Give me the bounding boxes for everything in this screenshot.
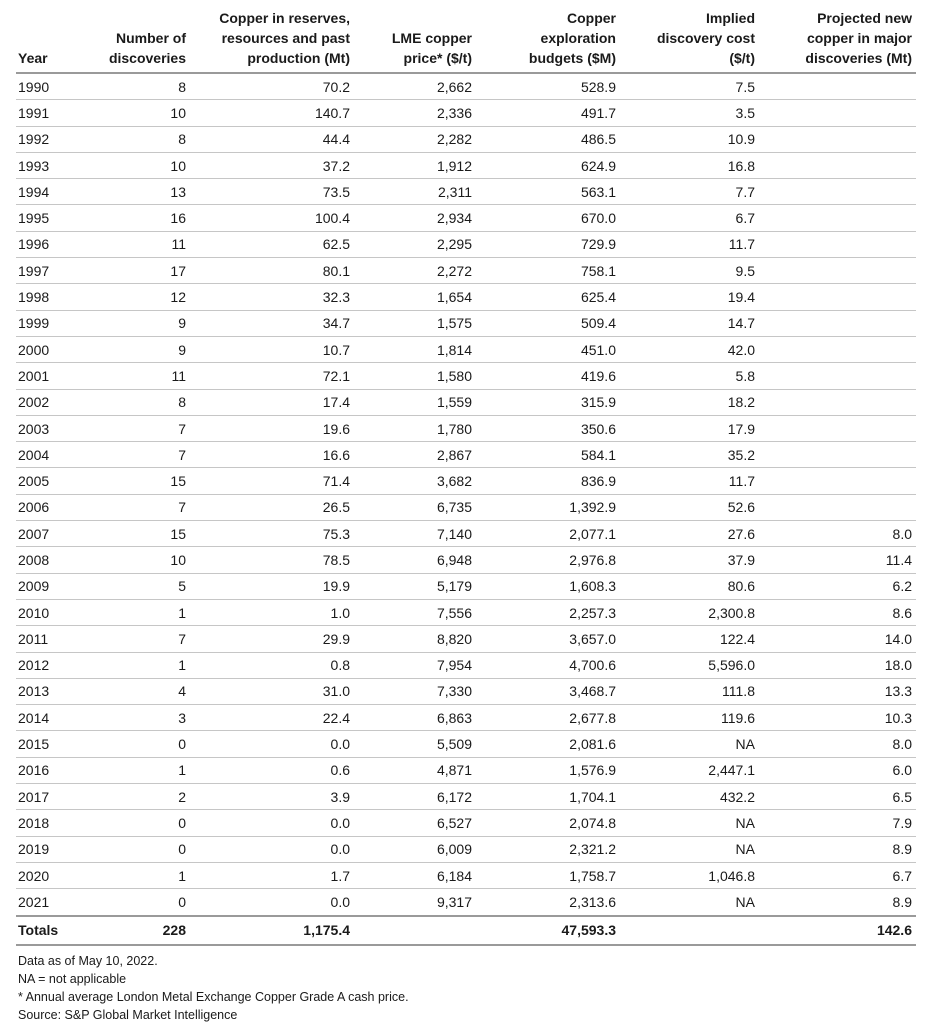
cell-discovery-cost: 52.6	[620, 494, 759, 520]
cell-discoveries: 11	[92, 363, 190, 389]
cell-lme-price: 7,330	[354, 678, 476, 704]
cell-copper: 19.6	[190, 415, 354, 441]
cell-year: 2006	[16, 494, 92, 520]
cell-projected	[759, 205, 916, 231]
cell-lme-price: 2,934	[354, 205, 476, 231]
cell-budgets: 3,657.0	[476, 626, 620, 652]
header-year: Year	[16, 8, 92, 73]
header-number-of-discoveries: Number of discoveries	[92, 8, 190, 73]
cell-discovery-cost: 1,046.8	[620, 862, 759, 888]
cell-copper: 10.7	[190, 336, 354, 362]
cell-projected	[759, 231, 916, 257]
cell-discovery-cost: 6.7	[620, 205, 759, 231]
cell-copper: 34.7	[190, 310, 354, 336]
cell-discoveries: 10	[92, 547, 190, 573]
table-row	[16, 231, 916, 257]
cell-budgets: 451.0	[476, 336, 620, 362]
cell-copper: 29.9	[190, 626, 354, 652]
cell-discovery-cost: 18.2	[620, 389, 759, 415]
cell-year: 2004	[16, 442, 92, 468]
totals-lme-price	[354, 916, 476, 945]
cell-year: 2003	[16, 415, 92, 441]
cell-budgets: 1,758.7	[476, 862, 620, 888]
cell-year: 1992	[16, 126, 92, 152]
cell-discovery-cost: 19.4	[620, 284, 759, 310]
cell-year: 2013	[16, 678, 92, 704]
table-row	[16, 547, 916, 573]
cell-lme-price: 9,317	[354, 889, 476, 916]
cell-projected: 6.7	[759, 862, 916, 888]
cell-lme-price: 2,336	[354, 100, 476, 126]
cell-budgets: 729.9	[476, 231, 620, 257]
table-row	[16, 310, 916, 336]
cell-budgets: 625.4	[476, 284, 620, 310]
cell-discoveries: 8	[92, 389, 190, 415]
table-row	[16, 521, 916, 547]
cell-discovery-cost: 432.2	[620, 784, 759, 810]
table-row	[16, 415, 916, 441]
cell-year: 2019	[16, 836, 92, 862]
note-lme-price-footnote: * Annual average London Metal Exchange Copper Grade A cash price.	[18, 989, 409, 1004]
table-row	[16, 152, 916, 178]
cell-lme-price: 1,912	[354, 152, 476, 178]
cell-discoveries: 13	[92, 179, 190, 205]
table-row	[16, 705, 916, 731]
table-row	[16, 757, 916, 783]
cell-year: 1990	[16, 73, 92, 100]
cell-lme-price: 2,662	[354, 73, 476, 100]
cell-year: 2016	[16, 757, 92, 783]
cell-copper: 80.1	[190, 258, 354, 284]
cell-projected	[759, 336, 916, 362]
header-copper-reserves: Copper in reserves, resources and past production (Mt)	[190, 8, 354, 73]
cell-discovery-cost: 11.7	[620, 468, 759, 494]
cell-projected	[759, 73, 916, 100]
cell-budgets: 315.9	[476, 389, 620, 415]
cell-budgets: 2,976.8	[476, 547, 620, 573]
cell-year: 2017	[16, 784, 92, 810]
cell-lme-price: 6,172	[354, 784, 476, 810]
cell-projected	[759, 442, 916, 468]
cell-copper: 16.6	[190, 442, 354, 468]
table-row	[16, 363, 916, 389]
table-row	[16, 389, 916, 415]
cell-budgets: 4,700.6	[476, 652, 620, 678]
table-row	[16, 862, 916, 888]
cell-budgets: 528.9	[476, 73, 620, 100]
cell-discoveries: 7	[92, 494, 190, 520]
cell-budgets: 509.4	[476, 310, 620, 336]
table-footer	[16, 916, 916, 945]
cell-projected: 10.3	[759, 705, 916, 731]
cell-budgets: 1,576.9	[476, 757, 620, 783]
cell-projected	[759, 152, 916, 178]
table-row	[16, 126, 916, 152]
cell-budgets: 419.6	[476, 363, 620, 389]
cell-copper: 0.0	[190, 810, 354, 836]
cell-projected	[759, 389, 916, 415]
cell-budgets: 2,077.1	[476, 521, 620, 547]
cell-lme-price: 2,282	[354, 126, 476, 152]
cell-projected	[759, 179, 916, 205]
cell-lme-price: 1,654	[354, 284, 476, 310]
cell-discoveries: 12	[92, 284, 190, 310]
cell-budgets: 1,704.1	[476, 784, 620, 810]
cell-lme-price: 1,575	[354, 310, 476, 336]
cell-discoveries: 9	[92, 336, 190, 362]
cell-lme-price: 3,682	[354, 468, 476, 494]
cell-discovery-cost: 10.9	[620, 126, 759, 152]
cell-discoveries: 1	[92, 862, 190, 888]
cell-year: 2009	[16, 573, 92, 599]
cell-budgets: 563.1	[476, 179, 620, 205]
cell-projected: 6.2	[759, 573, 916, 599]
cell-discoveries: 8	[92, 126, 190, 152]
cell-discovery-cost: 11.7	[620, 231, 759, 257]
cell-copper: 31.0	[190, 678, 354, 704]
cell-year: 2001	[16, 363, 92, 389]
copper-discoveries-table	[16, 8, 916, 946]
table-row	[16, 889, 916, 916]
header-row	[16, 8, 916, 73]
cell-discovery-cost: 122.4	[620, 626, 759, 652]
cell-year: 1999	[16, 310, 92, 336]
cell-projected: 8.6	[759, 599, 916, 625]
cell-year: 2002	[16, 389, 92, 415]
cell-projected	[759, 284, 916, 310]
cell-budgets: 2,257.3	[476, 599, 620, 625]
totals-discoveries: 228	[92, 916, 190, 945]
cell-discoveries: 4	[92, 678, 190, 704]
cell-year: 2020	[16, 862, 92, 888]
cell-lme-price: 6,863	[354, 705, 476, 731]
cell-lme-price: 6,184	[354, 862, 476, 888]
cell-projected	[759, 100, 916, 126]
cell-copper: 0.0	[190, 889, 354, 916]
cell-copper: 26.5	[190, 494, 354, 520]
cell-projected: 11.4	[759, 547, 916, 573]
cell-copper: 75.3	[190, 521, 354, 547]
cell-copper: 32.3	[190, 284, 354, 310]
cell-year: 1994	[16, 179, 92, 205]
cell-projected: 7.9	[759, 810, 916, 836]
table-notes	[16, 952, 916, 1024]
cell-budgets: 670.0	[476, 205, 620, 231]
header-lme-price: LME copper price* ($/t)	[354, 8, 476, 73]
cell-year: 2012	[16, 652, 92, 678]
cell-lme-price: 6,009	[354, 836, 476, 862]
table-row	[16, 678, 916, 704]
cell-budgets: 486.5	[476, 126, 620, 152]
cell-projected: 18.0	[759, 652, 916, 678]
cell-discovery-cost: 9.5	[620, 258, 759, 284]
cell-discoveries: 5	[92, 573, 190, 599]
totals-row	[16, 916, 916, 945]
cell-lme-price: 5,509	[354, 731, 476, 757]
cell-copper: 19.9	[190, 573, 354, 599]
cell-discoveries: 10	[92, 152, 190, 178]
cell-copper: 62.5	[190, 231, 354, 257]
cell-year: 1993	[16, 152, 92, 178]
cell-discoveries: 15	[92, 521, 190, 547]
cell-lme-price: 8,820	[354, 626, 476, 652]
cell-budgets: 2,321.2	[476, 836, 620, 862]
cell-discoveries: 9	[92, 310, 190, 336]
cell-lme-price: 1,814	[354, 336, 476, 362]
cell-copper: 44.4	[190, 126, 354, 152]
cell-projected: 14.0	[759, 626, 916, 652]
table-row	[16, 731, 916, 757]
table-row	[16, 573, 916, 599]
header-exploration-budgets: Copper exploration budgets ($M)	[476, 8, 620, 73]
note-source: Source: S&P Global Market Intelligence	[18, 1007, 238, 1022]
cell-projected: 6.0	[759, 757, 916, 783]
cell-copper: 22.4	[190, 705, 354, 731]
table-row	[16, 284, 916, 310]
table-row	[16, 336, 916, 362]
cell-discovery-cost: NA	[620, 731, 759, 757]
cell-budgets: 836.9	[476, 468, 620, 494]
copper-discoveries-table-container	[16, 8, 916, 1024]
cell-copper: 1.0	[190, 599, 354, 625]
cell-projected	[759, 468, 916, 494]
table-row	[16, 100, 916, 126]
cell-year: 2005	[16, 468, 92, 494]
cell-copper: 78.5	[190, 547, 354, 573]
table-row	[16, 652, 916, 678]
cell-discovery-cost: 35.2	[620, 442, 759, 468]
cell-discovery-cost: 119.6	[620, 705, 759, 731]
cell-year: 2007	[16, 521, 92, 547]
cell-copper: 0.6	[190, 757, 354, 783]
cell-discoveries: 3	[92, 705, 190, 731]
cell-year: 1995	[16, 205, 92, 231]
cell-discoveries: 2	[92, 784, 190, 810]
table-row	[16, 626, 916, 652]
header-projected-new-copper: Projected new copper in major discoveries (Mt)	[759, 8, 916, 73]
table-row	[16, 784, 916, 810]
cell-year: 2018	[16, 810, 92, 836]
cell-projected: 8.9	[759, 836, 916, 862]
cell-projected: 8.0	[759, 731, 916, 757]
cell-projected: 8.9	[759, 889, 916, 916]
table-row	[16, 494, 916, 520]
cell-discoveries: 7	[92, 442, 190, 468]
cell-copper: 100.4	[190, 205, 354, 231]
cell-year: 2014	[16, 705, 92, 731]
cell-discoveries: 0	[92, 889, 190, 916]
cell-discoveries: 7	[92, 415, 190, 441]
cell-copper: 17.4	[190, 389, 354, 415]
table-row	[16, 468, 916, 494]
table-row	[16, 599, 916, 625]
cell-discovery-cost: 111.8	[620, 678, 759, 704]
totals-copper: 1,175.4	[190, 916, 354, 945]
cell-projected	[759, 494, 916, 520]
cell-discovery-cost: 2,447.1	[620, 757, 759, 783]
table-row	[16, 179, 916, 205]
cell-discovery-cost: 16.8	[620, 152, 759, 178]
cell-discoveries: 15	[92, 468, 190, 494]
header-implied-discovery-cost: Implied discovery cost ($/t)	[620, 8, 759, 73]
cell-discoveries: 11	[92, 231, 190, 257]
cell-discovery-cost: 14.7	[620, 310, 759, 336]
cell-projected: 13.3	[759, 678, 916, 704]
cell-budgets: 2,074.8	[476, 810, 620, 836]
cell-discovery-cost: 5,596.0	[620, 652, 759, 678]
cell-projected	[759, 415, 916, 441]
cell-budgets: 1,608.3	[476, 573, 620, 599]
cell-budgets: 584.1	[476, 442, 620, 468]
cell-year: 2015	[16, 731, 92, 757]
table-row	[16, 442, 916, 468]
cell-lme-price: 2,295	[354, 231, 476, 257]
note-data-date: Data as of May 10, 2022.	[18, 953, 158, 968]
cell-discovery-cost: 2,300.8	[620, 599, 759, 625]
cell-copper: 0.0	[190, 731, 354, 757]
cell-lme-price: 6,735	[354, 494, 476, 520]
cell-year: 1991	[16, 100, 92, 126]
cell-year: 1997	[16, 258, 92, 284]
cell-discoveries: 1	[92, 757, 190, 783]
cell-projected: 6.5	[759, 784, 916, 810]
totals-discovery-cost	[620, 916, 759, 945]
cell-discoveries: 16	[92, 205, 190, 231]
note-na-definition: NA = not applicable	[18, 971, 127, 986]
cell-discoveries: 10	[92, 100, 190, 126]
table-row	[16, 258, 916, 284]
cell-copper: 71.4	[190, 468, 354, 494]
totals-budgets: 47,593.3	[476, 916, 620, 945]
cell-discoveries: 8	[92, 73, 190, 100]
cell-year: 1998	[16, 284, 92, 310]
cell-budgets: 350.6	[476, 415, 620, 441]
cell-budgets: 2,081.6	[476, 731, 620, 757]
cell-projected	[759, 126, 916, 152]
totals-projected: 142.6	[759, 916, 916, 945]
cell-lme-price: 7,140	[354, 521, 476, 547]
cell-discoveries: 0	[92, 836, 190, 862]
cell-discoveries: 1	[92, 652, 190, 678]
cell-year: 2010	[16, 599, 92, 625]
cell-copper: 73.5	[190, 179, 354, 205]
cell-projected	[759, 310, 916, 336]
cell-discovery-cost: 7.7	[620, 179, 759, 205]
cell-year: 2000	[16, 336, 92, 362]
cell-copper: 72.1	[190, 363, 354, 389]
cell-discoveries: 0	[92, 731, 190, 757]
cell-copper: 140.7	[190, 100, 354, 126]
cell-budgets: 3,468.7	[476, 678, 620, 704]
cell-lme-price: 5,179	[354, 573, 476, 599]
cell-year: 2008	[16, 547, 92, 573]
cell-year: 1996	[16, 231, 92, 257]
cell-budgets: 2,313.6	[476, 889, 620, 916]
cell-discovery-cost: 42.0	[620, 336, 759, 362]
cell-lme-price: 1,559	[354, 389, 476, 415]
cell-discovery-cost: 27.6	[620, 521, 759, 547]
cell-lme-price: 1,580	[354, 363, 476, 389]
cell-copper: 3.9	[190, 784, 354, 810]
totals-label: Totals	[16, 916, 92, 945]
cell-projected	[759, 363, 916, 389]
cell-copper: 1.7	[190, 862, 354, 888]
cell-discovery-cost: NA	[620, 810, 759, 836]
cell-budgets: 1,392.9	[476, 494, 620, 520]
cell-discoveries: 1	[92, 599, 190, 625]
cell-discovery-cost: 80.6	[620, 573, 759, 599]
cell-copper: 37.2	[190, 152, 354, 178]
cell-lme-price: 4,871	[354, 757, 476, 783]
cell-lme-price: 7,954	[354, 652, 476, 678]
cell-budgets: 491.7	[476, 100, 620, 126]
cell-budgets: 758.1	[476, 258, 620, 284]
table-row	[16, 836, 916, 862]
cell-lme-price: 2,272	[354, 258, 476, 284]
cell-copper: 0.8	[190, 652, 354, 678]
cell-discoveries: 7	[92, 626, 190, 652]
table-body	[16, 73, 916, 916]
cell-projected: 8.0	[759, 521, 916, 547]
table-row	[16, 810, 916, 836]
cell-copper: 0.0	[190, 836, 354, 862]
cell-discovery-cost: NA	[620, 889, 759, 916]
cell-discoveries: 0	[92, 810, 190, 836]
cell-projected	[759, 258, 916, 284]
cell-copper: 70.2	[190, 73, 354, 100]
table-header	[16, 8, 916, 73]
cell-discoveries: 17	[92, 258, 190, 284]
cell-discovery-cost: 3.5	[620, 100, 759, 126]
table-row	[16, 73, 916, 100]
cell-discovery-cost: 7.5	[620, 73, 759, 100]
table-row	[16, 205, 916, 231]
cell-budgets: 624.9	[476, 152, 620, 178]
cell-lme-price: 1,780	[354, 415, 476, 441]
cell-budgets: 2,677.8	[476, 705, 620, 731]
cell-discovery-cost: 37.9	[620, 547, 759, 573]
cell-year: 2011	[16, 626, 92, 652]
cell-lme-price: 6,527	[354, 810, 476, 836]
cell-lme-price: 2,311	[354, 179, 476, 205]
cell-lme-price: 2,867	[354, 442, 476, 468]
cell-discovery-cost: NA	[620, 836, 759, 862]
cell-year: 2021	[16, 889, 92, 916]
cell-lme-price: 7,556	[354, 599, 476, 625]
cell-discovery-cost: 5.8	[620, 363, 759, 389]
cell-discovery-cost: 17.9	[620, 415, 759, 441]
cell-lme-price: 6,948	[354, 547, 476, 573]
